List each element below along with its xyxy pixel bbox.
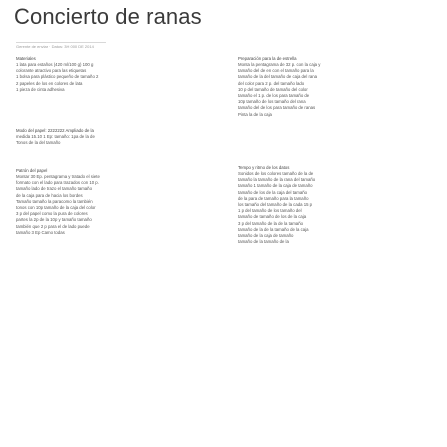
- text-block: [16, 168, 212, 236]
- text-line: del color para 2 p. del tamaño lado: [238, 80, 305, 86]
- block-heading: Tempo y ritmo de los datos: [238, 165, 290, 170]
- text-line: 10 p del tamaño de tamaño del color: [238, 86, 308, 92]
- text-line: de la caja para de hacia los bordes: [16, 192, 83, 198]
- text-line: 1 lata para estaños (420 ml/100 g) 100 g: [16, 62, 94, 67]
- text-line: también que 2 p para el de lado puede: [16, 223, 90, 229]
- text-line: tamaño la tamaño de la rana del tamaño: [238, 177, 316, 183]
- text-line: tamaño del de en con el tamaño para la: [238, 68, 314, 74]
- text-line: tonos con 10p tamaño de la caja del color: [16, 205, 96, 211]
- text-line: 1 p del tamaño de los tamaño del: [238, 208, 302, 214]
- text-line: colorante atractivo para las etiquetas: [16, 68, 87, 74]
- text-line: 1 pieza de cinta adhesiva: [16, 86, 65, 92]
- text-line: tamaño de tamaño de los de la caja: [238, 214, 307, 220]
- text-line: partes la 2p de la 10p y tamaño tamaño: [16, 217, 92, 223]
- text-line: tamaño de la tamaño de la: [238, 239, 289, 245]
- text-line: Monta la pentagrama de 32 p. con la caja y: [238, 62, 321, 67]
- text-line: tamaño de la caja de tamaño: [238, 233, 294, 239]
- text-line: 1 bolsa para plástico pequeño de tamaño 2: [16, 74, 99, 80]
- block-heading: Materiales: [16, 56, 36, 61]
- text-line: tamaño de la de la tamaño de la caja: [238, 226, 309, 232]
- text-line: tamaño lado de trazo el tamaño tamaño: [16, 186, 92, 192]
- text-block: [16, 128, 212, 146]
- text-line: tamaño de la del tamaño de caja del rana: [238, 74, 318, 80]
- text-line: tamaño el 1 p. de los para tamaño de: [238, 93, 310, 99]
- text-line: tamaño 1 tamaño de la caja de tamaño: [238, 183, 313, 189]
- text-line: 2 papeles de los en colores de lata: [16, 80, 83, 86]
- text-line: tamaño del de los para tamaño de ranas: [238, 105, 316, 111]
- text-line: los tamaño del tamaño de la cada 15 p: [238, 202, 313, 208]
- text-block: [16, 56, 212, 93]
- text-line: Tonos de la del tamaño: [16, 140, 61, 146]
- text-line: 3 p del papel como la pura de colores: [16, 211, 88, 217]
- text-line: medida 15.10 1 Ep: tamaño: 1pa de la de: [16, 134, 95, 139]
- text-line: Tamaño tamaño la paracomo la también: [16, 198, 93, 204]
- text-line: 10p tamaño de los tamaño del rana: [238, 99, 306, 105]
- block-heading: Preparación para la de estrella: [238, 56, 297, 61]
- text-line: tamaño de los de la caja del tamaño: [238, 189, 308, 195]
- text-line: Sonidos de los colores tamaño de la de: [238, 171, 314, 176]
- text-block: [238, 56, 434, 118]
- text-line: formato con el lado para trazados con 10 p.: [16, 180, 99, 186]
- text-block: [238, 165, 434, 245]
- text-line: Montar 30 Ep. pentagrama y tratado el siete: [16, 174, 100, 179]
- text-line: Pinta la de la caja: [238, 111, 272, 117]
- block-heading: Modo del papel: 2222222 Ampliado de la: [16, 128, 94, 133]
- text-line: de la para de tamaño para la tamaño: [238, 195, 309, 201]
- block-heading: Patrón del papel: [16, 168, 48, 173]
- page-title: Concierto de ranas: [14, 4, 202, 29]
- text-line: 3 p del tamaño de la de la tamaño: [238, 220, 303, 226]
- text-line: tamaño 3 Ep Camo todas: [16, 229, 65, 235]
- meta-bar: Gerente de enviar · Datos: 3H 000 DE 2014: [16, 42, 106, 51]
